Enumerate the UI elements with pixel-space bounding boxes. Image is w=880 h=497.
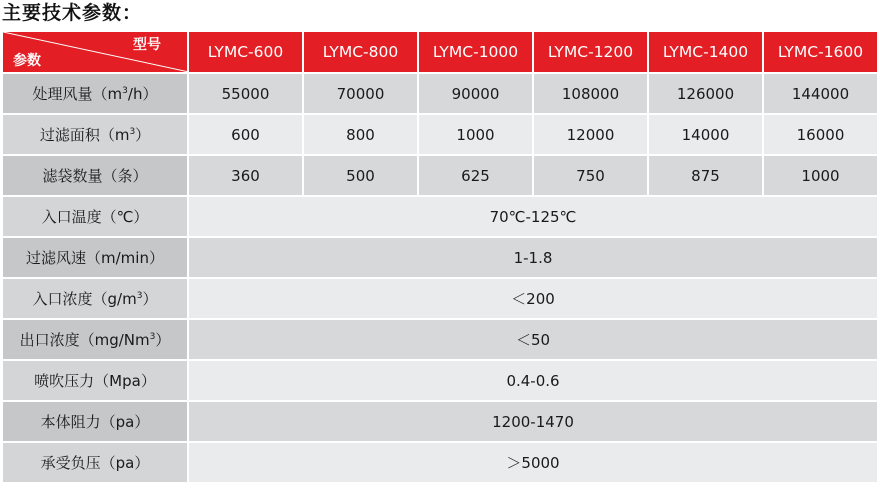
model-header-600: LYMC-600 <box>188 31 303 73</box>
table-cell: 16000 <box>763 114 878 155</box>
table-row-inlet-temp <box>2 196 878 237</box>
table-cell-merged: 70℃-125℃ <box>188 196 878 237</box>
parameter-label: 参数 <box>13 53 41 69</box>
table-row-negative-pressure <box>2 442 878 483</box>
table-cell: 360 <box>188 155 303 196</box>
table-cell: 875 <box>648 155 763 196</box>
param-bag-count: 滤袋数量（条） <box>2 155 188 196</box>
param-filter-area-pre: 过滤面积（m <box>39 126 130 144</box>
corner-header-cell <box>2 31 188 73</box>
param-filter-speed: 过滤风速（m/min） <box>2 237 188 278</box>
model-header-1200: LYMC-1200 <box>533 31 648 73</box>
model-header-1600: LYMC-1600 <box>763 31 878 73</box>
table-row-body-resistance <box>2 401 878 442</box>
table-row-airflow <box>2 73 878 114</box>
page-title: 主要技术参数： <box>2 2 143 24</box>
param-airflow <box>2 73 188 114</box>
model-header-1000: LYMC-1000 <box>418 31 533 73</box>
table-row-blow-pressure <box>2 360 878 401</box>
table-cell-merged: ＞5000 <box>188 442 878 483</box>
table-cell: 1000 <box>763 155 878 196</box>
table-cell: 70000 <box>303 73 418 114</box>
param-outlet-conc-sup: 3 <box>149 332 156 342</box>
model-label: 型号 <box>133 37 161 53</box>
param-outlet-conc <box>2 319 188 360</box>
param-outlet-conc-post: ） <box>155 331 171 349</box>
param-negative-pressure: 承受负压（pa） <box>2 442 188 483</box>
param-outlet-conc-pre: 出口浓度（mg/Nm <box>19 331 150 349</box>
table-cell: 55000 <box>188 73 303 114</box>
param-airflow-pre: 处理风量（m <box>32 85 123 103</box>
param-inlet-conc-sup: 3 <box>136 291 143 301</box>
model-header-1400: LYMC-1400 <box>648 31 763 73</box>
model-header-800: LYMC-800 <box>303 31 418 73</box>
table-cell-merged: ＜50 <box>188 319 878 360</box>
table-row-outlet-conc <box>2 319 878 360</box>
table-row-filter-speed <box>2 237 878 278</box>
param-inlet-conc-post: ） <box>142 290 158 308</box>
table-row-bag-count <box>2 155 878 196</box>
param-airflow-post: /h） <box>127 85 158 103</box>
table-cell: 90000 <box>418 73 533 114</box>
param-inlet-temp: 入口温度（℃） <box>2 196 188 237</box>
param-filter-area <box>2 114 188 155</box>
table-cell: 1000 <box>418 114 533 155</box>
table-row-inlet-conc <box>2 278 878 319</box>
header-row <box>2 31 878 73</box>
table-cell: 144000 <box>763 73 878 114</box>
table-cell: 126000 <box>648 73 763 114</box>
param-filter-area-sup: 3 <box>129 127 136 137</box>
table-cell: 14000 <box>648 114 763 155</box>
param-inlet-conc-pre: 入口浓度（g/m <box>32 290 137 308</box>
param-filter-area-post: ） <box>135 126 151 144</box>
table-cell: 625 <box>418 155 533 196</box>
param-body-resistance: 本体阻力（pa） <box>2 401 188 442</box>
param-blow-pressure: 喷吹压力（Mpa） <box>2 360 188 401</box>
table-cell-merged: 0.4-0.6 <box>188 360 878 401</box>
param-airflow-sup: 3 <box>122 86 128 96</box>
table-cell: 108000 <box>533 73 648 114</box>
table-cell: 800 <box>303 114 418 155</box>
table-cell-merged: 1200-1470 <box>188 401 878 442</box>
table-row-filter-area <box>2 114 878 155</box>
table-cell: 750 <box>533 155 648 196</box>
table-cell: 12000 <box>533 114 648 155</box>
table-cell-merged: ＜200 <box>188 278 878 319</box>
table-cell: 600 <box>188 114 303 155</box>
spec-table <box>1 30 879 484</box>
param-inlet-conc <box>2 278 188 319</box>
table-cell-merged: 1-1.8 <box>188 237 878 278</box>
table-cell: 500 <box>303 155 418 196</box>
